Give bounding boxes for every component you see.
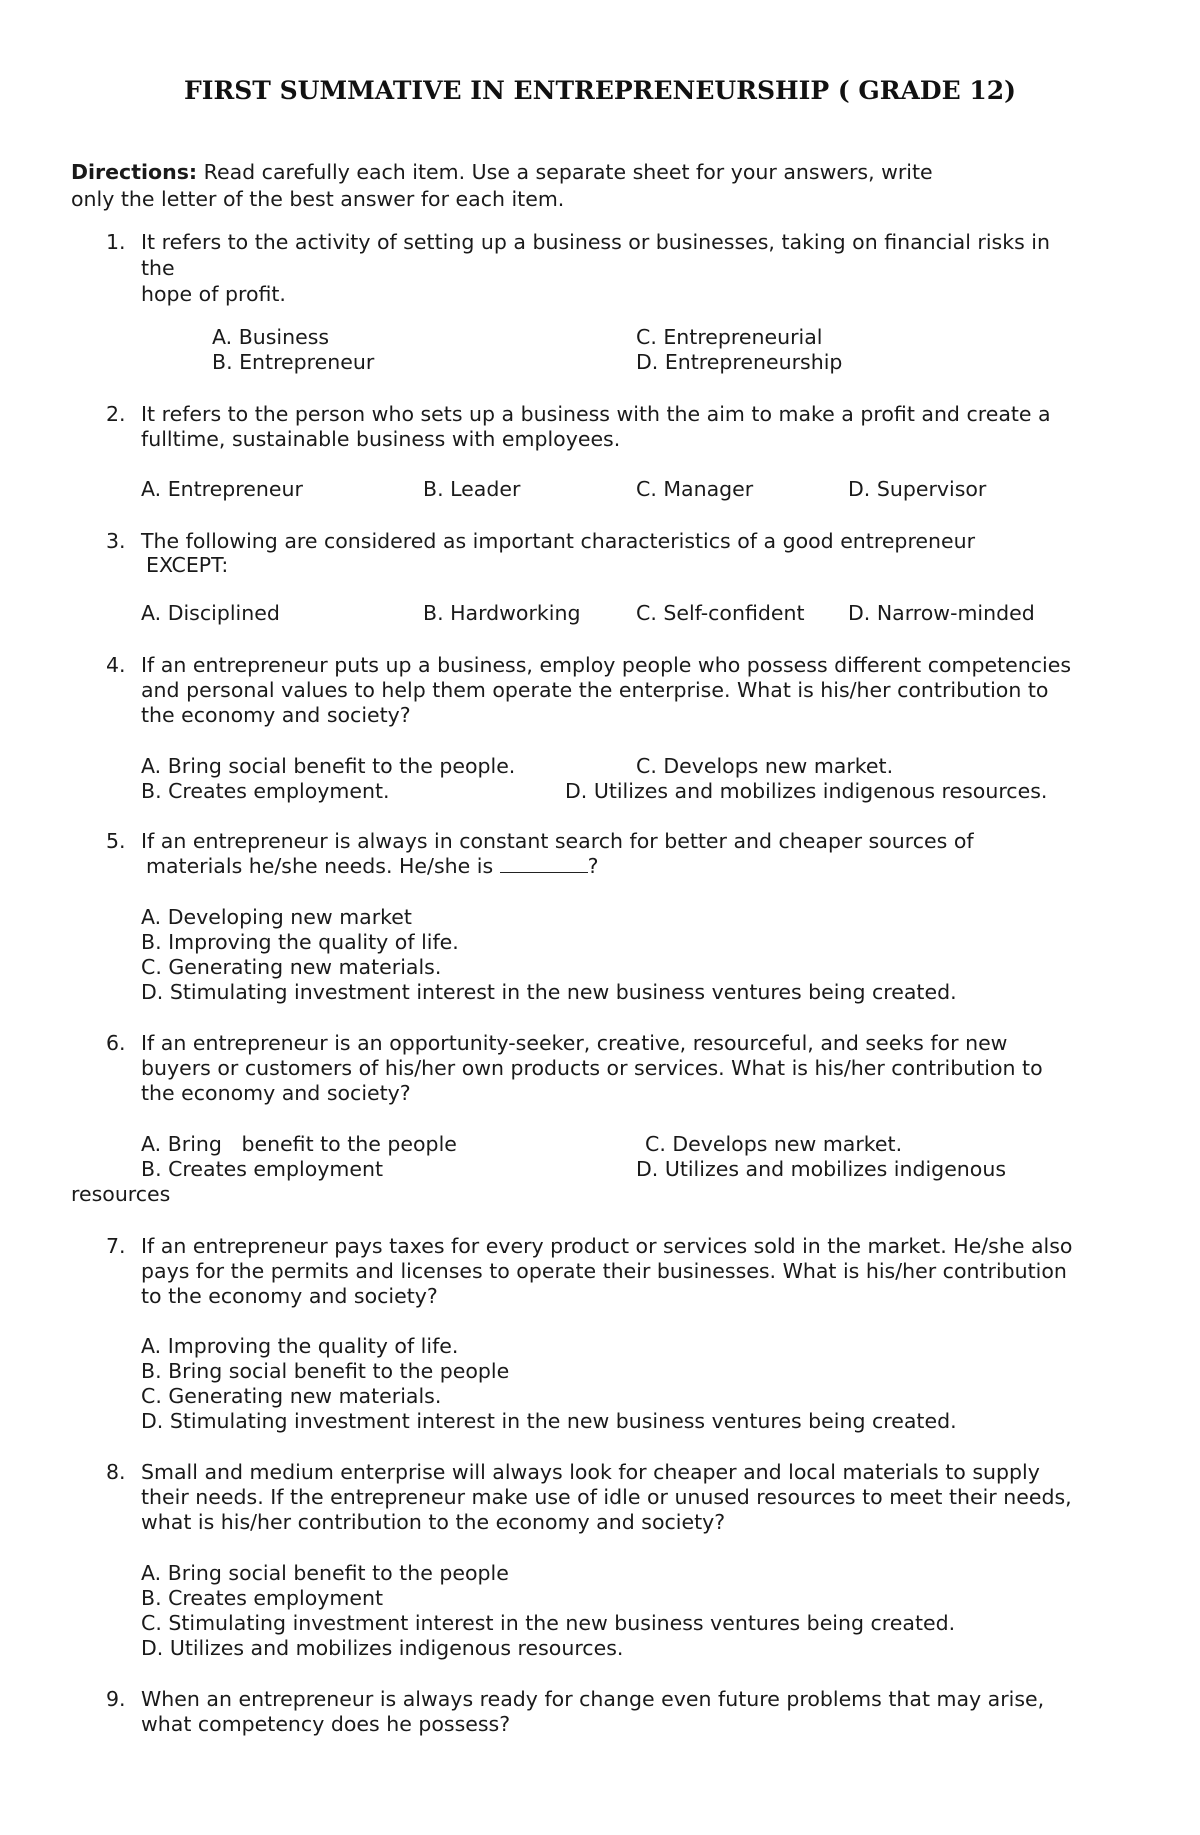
- question-text: It refers to the person who sets up a business with the aim to make a profit and create a: [141, 402, 1051, 426]
- question-text-part: materials he/she needs. He/she is: [146, 854, 494, 878]
- answer-option: B. Creates employment.: [141, 779, 390, 803]
- answer-option: D. Stimulating investment interest in the new business ventures being created.: [141, 1409, 957, 1433]
- question-number: 1.: [106, 230, 126, 254]
- answer-option: C. Manager: [636, 477, 754, 501]
- answer-option: D. Utilizes and mobilizes indigenous resources.: [141, 1636, 624, 1660]
- answer-option: C. Develops new market.: [636, 754, 894, 778]
- question-text: what competency does he possess?: [141, 1712, 511, 1736]
- answer-blank: [500, 856, 588, 873]
- answer-option: B. Leader: [423, 477, 521, 501]
- question-number: 3.: [106, 529, 126, 553]
- answer-option: B. Creates employment: [141, 1157, 383, 1181]
- answer-option: A. Business: [212, 325, 330, 349]
- question-text: fulltime, sustainable business with employees.: [141, 427, 621, 451]
- answer-option: B. Hardworking: [423, 601, 581, 625]
- question-text-part: ?: [587, 854, 599, 878]
- directions-text: only the letter of the best answer for each item.: [71, 187, 565, 211]
- answer-option: C. Self-confident: [636, 601, 805, 625]
- question-text: hope of profit.: [141, 282, 286, 306]
- answer-option: D. Narrow-minded: [848, 601, 1035, 625]
- question-text: If an entrepreneur is an opportunity-seeker, creative, resourceful, and seeks for new: [141, 1031, 1008, 1055]
- question-text: the economy and society?: [141, 703, 411, 727]
- answer-option: C. Generating new materials.: [141, 1384, 442, 1408]
- question-number: 7.: [106, 1234, 126, 1258]
- answer-option: B. Creates employment: [141, 1586, 383, 1610]
- question-text: Small and medium enterprise will always look for cheaper and local materials to supply: [141, 1460, 1040, 1484]
- answer-option: A. Entrepreneur: [141, 477, 303, 501]
- directions: [71, 162, 933, 183]
- answer-option: A. Improving the quality of life.: [141, 1334, 459, 1358]
- question-text: their needs. If the entrepreneur make use of idle or unused resources to meet their needs,: [141, 1485, 1072, 1509]
- answer-option: D. Entrepreneurship: [636, 350, 843, 374]
- answer-option: B. Improving the quality of life.: [141, 930, 459, 954]
- answer-option: A. Bring benefit to the people: [141, 1132, 457, 1156]
- question-text: and personal values to help them operate the enterprise. What is his/her contribution to: [141, 678, 1049, 702]
- directions-label: Directions:: [71, 160, 198, 184]
- question-text: pays for the permits and licenses to operate their businesses. What is his/her contribution: [141, 1259, 1067, 1283]
- answer-option: D. Utilizes and mobilizes indigenous: [636, 1157, 1007, 1181]
- question-text: the: [141, 256, 175, 280]
- answer-option: B. Bring social benefit to the people: [141, 1359, 510, 1383]
- answer-option: C. Stimulating investment interest in the new business ventures being created.: [141, 1611, 956, 1635]
- question-text: to the economy and society?: [141, 1284, 438, 1308]
- answer-option: D. Stimulating investment interest in the new business ventures being created.: [141, 980, 957, 1004]
- question-text: If an entrepreneur is always in constant search for better and cheaper sources of: [141, 829, 974, 853]
- question-text: what is his/her contribution to the economy and society?: [141, 1510, 726, 1534]
- answer-option: A. Bring social benefit to the people: [141, 1561, 509, 1585]
- question-number: 6.: [106, 1031, 126, 1055]
- question-number: 2.: [106, 402, 126, 426]
- question-number: 9.: [106, 1687, 126, 1711]
- question-number: 4.: [106, 653, 126, 677]
- answer-option: B. Entrepreneur: [212, 350, 375, 374]
- answer-option: D. Supervisor: [848, 477, 987, 501]
- question-text: the economy and society?: [141, 1081, 411, 1105]
- answer-option-continued: resources: [71, 1182, 171, 1206]
- answer-option: C. Entrepreneurial: [636, 325, 823, 349]
- answer-option: C. Develops new market.: [645, 1132, 903, 1156]
- question-text: It refers to the activity of setting up a business or businesses, taking on financial risks in: [141, 230, 1050, 254]
- question-text: If an entrepreneur pays taxes for every product or services sold in the market. He/she also: [141, 1234, 1073, 1258]
- answer-option: A. Disciplined: [141, 601, 280, 625]
- question-text: When an entrepreneur is always ready for change even future problems that may arise,: [141, 1687, 1045, 1711]
- answer-option: A. Bring social benefit to the people.: [141, 754, 516, 778]
- answer-option: A. Developing new market: [141, 905, 412, 929]
- answer-option: D. Utilizes and mobilizes indigenous resources.: [565, 779, 1048, 803]
- question-number: 8.: [106, 1460, 126, 1484]
- page-title: FIRST SUMMATIVE IN ENTREPRENEURSHIP ( GRADE 12): [184, 76, 1016, 105]
- directions-text: Read carefully each item. Use a separate sheet for your answers, write: [203, 160, 933, 184]
- question-text: If an entrepreneur puts up a business, employ people who possess different competencies: [141, 653, 1072, 677]
- question-text: buyers or customers of his/her own products or services. What is his/her contribution to: [141, 1056, 1043, 1080]
- question-text: The following are considered as important characteristics of a good entrepreneur: [141, 529, 976, 553]
- question-text: EXCEPT:: [146, 553, 229, 577]
- answer-option: C. Generating new materials.: [141, 955, 442, 979]
- question-number: 5.: [106, 829, 126, 853]
- question-text: [146, 856, 599, 877]
